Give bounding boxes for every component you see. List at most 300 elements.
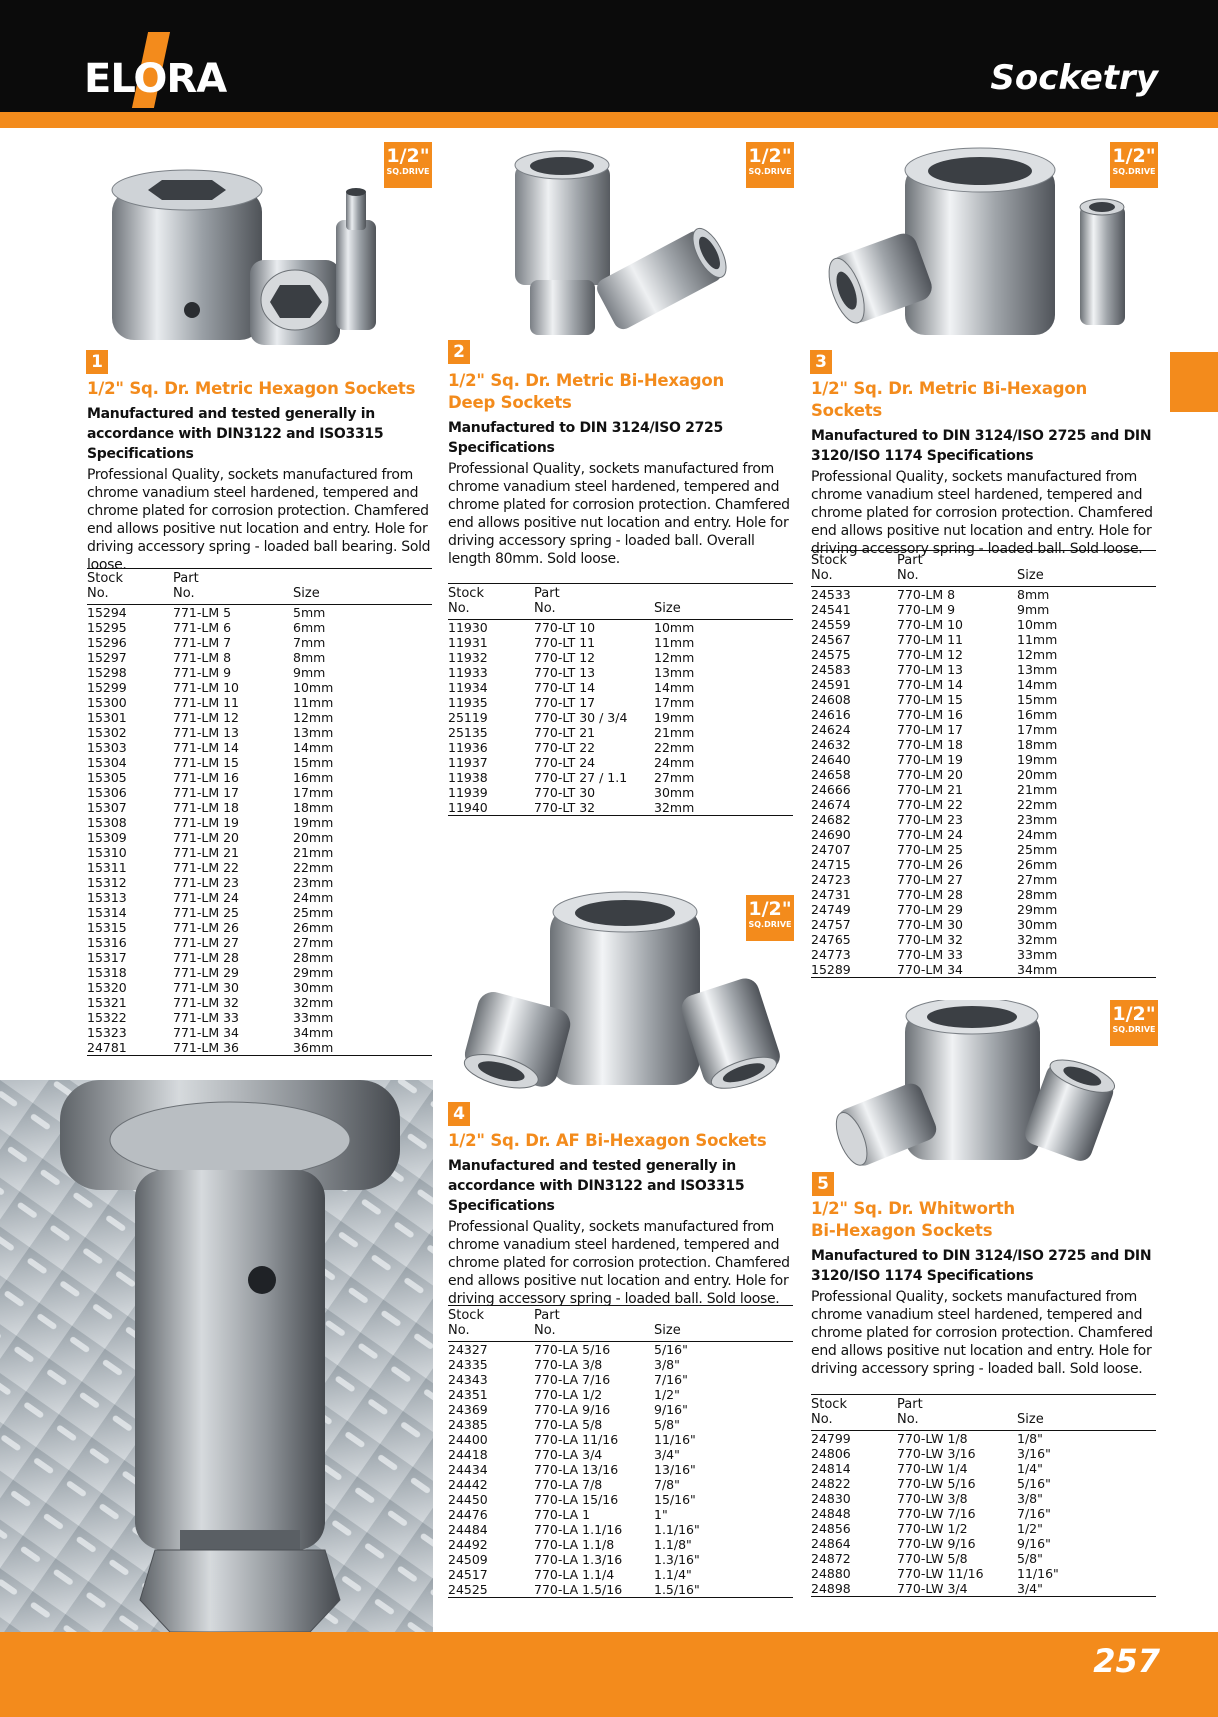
table-row	[87, 680, 432, 695]
stock-number: 24418	[448, 1447, 488, 1462]
stock-number: 11933	[448, 665, 488, 680]
stock-number: 15314	[87, 905, 127, 920]
table-row	[87, 740, 432, 755]
table-row	[448, 695, 793, 710]
size-value: 9/16"	[654, 1402, 688, 1417]
table-row	[448, 1507, 793, 1522]
part-number: 770-LA 3/4	[534, 1447, 603, 1462]
table-row	[811, 1536, 1156, 1551]
table-row	[87, 950, 432, 965]
part-number: 770-LW 3/8	[897, 1491, 968, 1506]
size-value: 33mm	[293, 1010, 334, 1025]
part-number: 770-LA 7/8	[534, 1477, 603, 1492]
section-title: 1/2" Sq. Dr. Metric Hexagon Sockets	[87, 379, 416, 398]
stock-number: 25119	[448, 710, 488, 725]
table-row	[811, 617, 1156, 632]
part-number: 770-LT 10	[534, 620, 596, 635]
size-value: 5/8"	[1017, 1551, 1043, 1566]
part-number: 770-LM 13	[897, 662, 963, 677]
part-number: 770-LT 12	[534, 650, 596, 665]
stock-number: 24385	[448, 1417, 488, 1432]
stock-number: 24723	[811, 872, 851, 887]
size-value: 3/16"	[1017, 1446, 1051, 1461]
size-value: 26mm	[293, 920, 334, 935]
part-number: 771-LM 15	[173, 755, 239, 770]
size-value: 7/16"	[654, 1372, 688, 1387]
product-photo-4	[460, 890, 790, 1105]
size-value: 10mm	[293, 680, 334, 695]
stock-number: 11935	[448, 695, 488, 710]
stock-number: 24690	[811, 827, 851, 842]
size-value: 10mm	[654, 620, 695, 635]
table-row	[811, 797, 1156, 812]
table-row	[811, 587, 1156, 603]
col-size: Size	[293, 569, 432, 605]
part-number: 771-LM 27	[173, 935, 239, 950]
size-value: 1.1/8"	[654, 1537, 692, 1552]
part-number: 771-LM 13	[173, 725, 239, 740]
stock-number: 24476	[448, 1507, 488, 1522]
part-number: 770-LW 1/8	[897, 1431, 968, 1446]
part-number: 770-LM 22	[897, 797, 963, 812]
stock-number: 15315	[87, 920, 127, 935]
stock-number: 24715	[811, 857, 851, 872]
stock-number: 15297	[87, 650, 127, 665]
section-title: 1/2" Sq. Dr. Whitworth Bi-Hexagon Sockets	[811, 1199, 1015, 1240]
table-row	[811, 707, 1156, 722]
part-number: 770-LT 24	[534, 755, 596, 770]
stock-number: 24442	[448, 1477, 488, 1492]
size-value: 9mm	[1017, 602, 1050, 617]
size-value: 27mm	[293, 935, 334, 950]
size-value: 28mm	[293, 950, 334, 965]
section-5	[811, 1198, 1163, 1378]
table-row	[811, 842, 1156, 857]
stock-number: 15299	[87, 680, 127, 695]
section-spec: Manufactured to DIN 3124/ISO 2725 and DIN 3120/ISO 1174 Specifications	[811, 1248, 1152, 1284]
stock-number: 24351	[448, 1387, 488, 1402]
spec-table-1	[87, 568, 432, 1056]
deep-sockets-illustration	[505, 140, 735, 340]
size-value: 33mm	[1017, 947, 1058, 962]
table-row	[448, 710, 793, 725]
table-row	[448, 770, 793, 785]
size-value: 25mm	[1017, 842, 1058, 857]
table-row	[811, 1476, 1156, 1491]
stock-number: 15302	[87, 725, 127, 740]
stock-number: 11936	[448, 740, 488, 755]
table-row	[87, 1025, 432, 1040]
size-value: 1"	[654, 1507, 668, 1522]
size-value: 27mm	[1017, 872, 1058, 887]
size-value: 14mm	[654, 680, 695, 695]
section-number: 3	[810, 350, 832, 374]
stock-number: 11931	[448, 635, 488, 650]
part-number: 771-LM 28	[173, 950, 239, 965]
table-row	[448, 1372, 793, 1387]
part-number: 771-LM 21	[173, 845, 239, 860]
size-value: 13mm	[293, 725, 334, 740]
size-value: 12mm	[1017, 647, 1058, 662]
stock-number: 24814	[811, 1461, 851, 1476]
size-value: 32mm	[1017, 932, 1058, 947]
table-row	[448, 1432, 793, 1447]
stock-number: 24872	[811, 1551, 851, 1566]
table-row	[448, 1492, 793, 1507]
part-number: 771-LM 5	[173, 605, 232, 620]
stock-number: 24682	[811, 812, 851, 827]
table-row	[811, 1521, 1156, 1536]
stock-number: 24343	[448, 1372, 488, 1387]
size-value: 26mm	[1017, 857, 1058, 872]
part-number: 771-LM 14	[173, 740, 239, 755]
drive-size-badge: 1/2" SQ.DRIVE	[1110, 1000, 1158, 1046]
stock-number: 24335	[448, 1357, 488, 1372]
part-number: 771-LM 22	[173, 860, 239, 875]
col-part: Part No.	[534, 1306, 654, 1342]
stock-number: 15303	[87, 740, 127, 755]
table-row	[448, 725, 793, 740]
part-number: 770-LA 9/16	[534, 1402, 611, 1417]
stock-number: 15296	[87, 635, 127, 650]
size-value: 24mm	[293, 890, 334, 905]
section-number: 2	[448, 340, 470, 364]
part-number: 771-LM 8	[173, 650, 232, 665]
part-number: 770-LA 5/16	[534, 1342, 611, 1357]
part-number: 770-LT 13	[534, 665, 596, 680]
stock-number: 24765	[811, 932, 851, 947]
stock-number: 24434	[448, 1462, 488, 1477]
stock-number: 24492	[448, 1537, 488, 1552]
size-value: 19mm	[654, 710, 695, 725]
table-row	[448, 800, 793, 816]
product-photo-2	[505, 140, 735, 340]
size-value: 5/16"	[654, 1342, 688, 1357]
stock-number: 15307	[87, 800, 127, 815]
table-row	[811, 632, 1156, 647]
part-number: 770-LM 12	[897, 647, 963, 662]
table-row	[811, 1461, 1156, 1476]
part-number: 771-LM 7	[173, 635, 232, 650]
product-photo-large	[0, 1080, 433, 1632]
spec-table-2	[448, 583, 793, 816]
table-row	[87, 1010, 432, 1025]
part-number: 770-LA 13/16	[534, 1462, 619, 1477]
stock-number: 24559	[811, 617, 851, 632]
section-description: Professional Quality, sockets manufactured from chrome vanadium steel hardened, tempered and chrome plated for corrosion protection. Chamfered end allows positive nut location and entry. Hole for driving accessory spring - loaded ball bearing. Sold loose.	[87, 467, 431, 573]
table-row	[448, 1567, 793, 1582]
stock-number: 15309	[87, 830, 127, 845]
table-row	[811, 932, 1156, 947]
table-row	[811, 902, 1156, 917]
size-value: 10mm	[1017, 617, 1058, 632]
size-value: 1.3/16"	[654, 1552, 700, 1567]
size-value: 36mm	[293, 1040, 432, 1056]
table-row	[87, 875, 432, 890]
part-number: 770-LA 1	[534, 1507, 591, 1522]
size-value: 25mm	[293, 905, 334, 920]
part-number: 770-LT 14	[534, 680, 596, 695]
part-number: 770-LA 15/16	[534, 1492, 619, 1507]
table-row	[811, 767, 1156, 782]
stock-number: 24533	[811, 587, 851, 602]
part-number: 770-LA 1/2	[534, 1387, 603, 1402]
table-row	[448, 1342, 793, 1358]
size-value: 18mm	[1017, 737, 1058, 752]
product-photo-1	[100, 150, 400, 350]
part-number: 770-LM 30	[897, 917, 963, 932]
size-value: 30mm	[654, 785, 695, 800]
stock-number: 24799	[811, 1431, 851, 1446]
size-value: 18mm	[293, 800, 334, 815]
size-value: 1/2"	[1017, 1521, 1043, 1536]
table-row	[448, 1402, 793, 1417]
table-row	[448, 1447, 793, 1462]
stock-number: 15304	[87, 755, 127, 770]
table-row	[87, 890, 432, 905]
stock-number: 15301	[87, 710, 127, 725]
part-number: 771-LM 16	[173, 770, 239, 785]
col-part: Part No.	[534, 584, 654, 620]
stock-number: 24658	[811, 767, 851, 782]
stock-number: 24806	[811, 1446, 851, 1461]
table-row	[811, 1581, 1156, 1597]
stock-number: 24591	[811, 677, 851, 692]
part-number: 770-LM 26	[897, 857, 963, 872]
part-number: 770-LM 10	[897, 617, 963, 632]
size-value: 20mm	[293, 830, 334, 845]
stock-number: 24616	[811, 707, 851, 722]
col-part: Part No.	[897, 1395, 1017, 1431]
size-value: 15mm	[1017, 692, 1058, 707]
size-value: 22mm	[654, 740, 695, 755]
table-row	[87, 860, 432, 875]
stock-number: 11938	[448, 770, 488, 785]
size-value: 3/8"	[1017, 1491, 1043, 1506]
stock-number: 24848	[811, 1506, 851, 1521]
part-number: 770-LM 15	[897, 692, 963, 707]
table-row	[448, 1477, 793, 1492]
table-row	[448, 650, 793, 665]
table-row	[811, 1446, 1156, 1461]
part-number: 770-LA 1.5/16	[534, 1582, 654, 1598]
size-value: 14mm	[1017, 677, 1058, 692]
table-row	[811, 752, 1156, 767]
size-value: 12mm	[293, 710, 334, 725]
table-row	[811, 677, 1156, 692]
table-row	[87, 995, 432, 1010]
size-value: 13mm	[1017, 662, 1058, 677]
section-2	[448, 370, 793, 568]
part-number: 770-LA 7/16	[534, 1372, 611, 1387]
stock-number: 15310	[87, 845, 127, 860]
section-description: Professional Quality, sockets manufactured from chrome vanadium steel hardened, tempered and chrome plated for corrosion protection. Chamfered end allows positive nut location and entry. Hole for driving accessory spring - loaded ball. Overall length 80mm. Sold loose.	[448, 461, 790, 567]
stock-number: 15298	[87, 665, 127, 680]
part-number: 770-LM 27	[897, 872, 963, 887]
size-value: 15/16"	[654, 1492, 696, 1507]
size-value: 19mm	[293, 815, 334, 830]
table-row	[448, 1522, 793, 1537]
part-number: 770-LW 5/16	[897, 1476, 976, 1491]
part-number: 770-LM 34	[897, 962, 1017, 978]
section-title: 1/2" Sq. Dr. Metric Bi-Hexagon Deep Sockets	[448, 371, 725, 412]
size-value: 1.1/16"	[654, 1522, 700, 1537]
table-row	[811, 692, 1156, 707]
section-number: 4	[448, 1102, 470, 1126]
stock-number: 24369	[448, 1402, 488, 1417]
size-value: 9/16"	[1017, 1536, 1051, 1551]
part-number: 770-LT 11	[534, 635, 596, 650]
size-value: 24mm	[654, 755, 695, 770]
stock-number: 24400	[448, 1432, 488, 1447]
part-number: 771-LM 26	[173, 920, 239, 935]
part-number: 770-LM 29	[897, 902, 963, 917]
size-value: 17mm	[654, 695, 695, 710]
size-value: 11/16"	[654, 1432, 696, 1447]
part-number: 770-LW 11/16	[897, 1566, 984, 1581]
size-value: 27mm	[654, 770, 695, 785]
stock-number: 15305	[87, 770, 127, 785]
stock-number: 11940	[448, 800, 534, 816]
table-row	[448, 785, 793, 800]
size-value: 1/8"	[1017, 1431, 1043, 1446]
part-number: 771-LM 25	[173, 905, 239, 920]
part-number: 771-LM 30	[173, 980, 239, 995]
stock-number: 15308	[87, 815, 127, 830]
table-row	[87, 965, 432, 980]
af-sockets-illustration	[460, 890, 790, 1105]
page-footer	[0, 1632, 1218, 1717]
table-row	[811, 602, 1156, 617]
section-description: Professional Quality, sockets manufactured from chrome vanadium steel hardened, tempered and chrome plated for corrosion protection. Chamfered end allows positive nut location and entry. Hole for driving accessory spring - loaded ball. Sold loose.	[448, 1219, 790, 1307]
stock-number: 15320	[87, 980, 127, 995]
stock-number: 11939	[448, 785, 488, 800]
size-value: 22mm	[293, 860, 334, 875]
table-row	[87, 650, 432, 665]
part-number: 771-LM 19	[173, 815, 239, 830]
table-row	[448, 680, 793, 695]
stock-number: 15316	[87, 935, 127, 950]
size-value: 12mm	[654, 650, 695, 665]
table-row	[811, 1551, 1156, 1566]
table-row	[811, 827, 1156, 842]
table-row	[448, 1357, 793, 1372]
size-value: 14mm	[293, 740, 334, 755]
stock-number: 24880	[811, 1566, 851, 1581]
part-number: 770-LT 22	[534, 740, 596, 755]
section-1	[87, 378, 439, 574]
part-number: 770-LW 3/4	[897, 1581, 1017, 1597]
part-number: 770-LM 33	[897, 947, 963, 962]
size-value: 34mm	[293, 1025, 334, 1040]
part-number: 770-LM 17	[897, 722, 963, 737]
table-row	[811, 857, 1156, 872]
col-stock: Stock No.	[811, 551, 897, 587]
col-stock: Stock No.	[811, 1395, 897, 1431]
size-value: 30mm	[293, 980, 334, 995]
part-number: 770-LM 11	[897, 632, 963, 647]
part-number: 771-LM 12	[173, 710, 239, 725]
col-size: Size	[654, 1306, 793, 1342]
table-row	[87, 725, 432, 740]
size-value: 21mm	[654, 725, 695, 740]
size-value: 19mm	[1017, 752, 1058, 767]
size-value: 22mm	[1017, 797, 1058, 812]
part-number: 771-LM 29	[173, 965, 239, 980]
drive-size-badge: 1/2" SQ.DRIVE	[384, 142, 432, 188]
size-value: 17mm	[1017, 722, 1058, 737]
part-number: 770-LA 11/16	[534, 1432, 619, 1447]
stock-number: 24773	[811, 947, 851, 962]
product-photo-5	[835, 1000, 1115, 1180]
stock-number: 24327	[448, 1342, 488, 1357]
size-value: 7/8"	[654, 1477, 680, 1492]
header-stripe	[0, 112, 1218, 128]
size-value: 29mm	[1017, 902, 1058, 917]
part-number: 770-LT 17	[534, 695, 596, 710]
page-title: Socketry	[990, 58, 1158, 98]
table-row	[87, 800, 432, 815]
part-number: 771-LM 23	[173, 875, 239, 890]
stock-number: 24731	[811, 887, 851, 902]
table-row	[811, 812, 1156, 827]
stock-number: 11932	[448, 650, 488, 665]
table-row	[87, 695, 432, 710]
stock-number: 24624	[811, 722, 851, 737]
stock-number: 24484	[448, 1522, 488, 1537]
stock-number: 11930	[448, 620, 488, 635]
size-value: 11mm	[654, 635, 695, 650]
size-value: 16mm	[1017, 707, 1058, 722]
size-value: 16mm	[293, 770, 334, 785]
stock-number: 24608	[811, 692, 851, 707]
table-row	[811, 647, 1156, 662]
part-number: 771-LM 17	[173, 785, 239, 800]
stock-number: 15318	[87, 965, 127, 980]
size-value: 5/8"	[654, 1417, 680, 1432]
col-size: Size	[1017, 1395, 1156, 1431]
stock-number: 24898	[811, 1581, 897, 1597]
size-value: 13/16"	[654, 1462, 696, 1477]
size-value: 5/16"	[1017, 1476, 1051, 1491]
part-number: 771-LM 10	[173, 680, 239, 695]
stock-number: 11937	[448, 755, 488, 770]
stock-number: 24567	[811, 632, 851, 647]
part-number: 770-LM 32	[897, 932, 963, 947]
section-description: Professional Quality, sockets manufactured from chrome vanadium steel hardened, tempered and chrome plated for corrosion protection. Chamfered end allows positive nut location and entry. Hole for driving accessory spring - loaded ball. Sold loose.	[811, 469, 1153, 557]
section-spec: Manufactured to DIN 3124/ISO 2725 and DIN 3120/ISO 1174 Specifications	[811, 428, 1152, 464]
part-number: 770-LM 16	[897, 707, 963, 722]
size-value: 1/2"	[654, 1387, 680, 1402]
part-number: 770-LW 1/2	[897, 1521, 968, 1536]
stock-number: 15321	[87, 995, 127, 1010]
table-row	[87, 1040, 432, 1056]
size-value: 11mm	[1017, 632, 1058, 647]
size-value: 21mm	[293, 845, 334, 860]
stock-number: 24583	[811, 662, 851, 677]
section-3	[811, 378, 1163, 558]
table-row	[811, 947, 1156, 962]
elora-logo: ELORA	[84, 56, 227, 102]
stock-number: 15312	[87, 875, 127, 890]
table-row	[87, 635, 432, 650]
stock-number: 24781	[87, 1040, 173, 1056]
drive-size-badge: 1/2" SQ.DRIVE	[746, 895, 794, 941]
col-stock: Stock No.	[448, 584, 534, 620]
part-number: 771-LM 36	[173, 1040, 293, 1056]
part-number: 770-LW 3/16	[897, 1446, 976, 1461]
table-row	[87, 605, 432, 621]
